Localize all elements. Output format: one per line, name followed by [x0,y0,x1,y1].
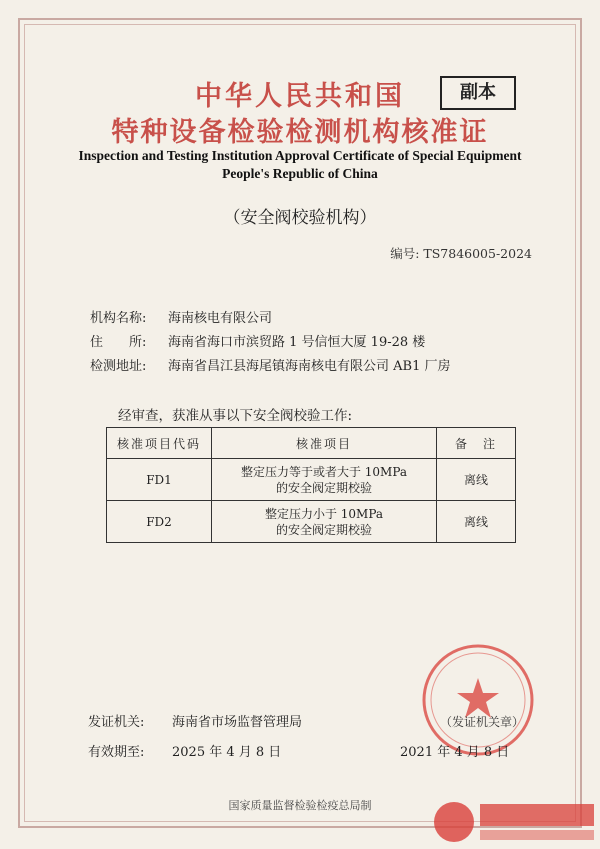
row-note: 离线 [437,501,516,543]
issuer-value: 海南省市场监督管理局 [172,715,303,730]
row-item [212,459,437,501]
issuer-label: 发证机关: [88,715,145,730]
header-note: 备 注 [437,428,516,459]
certificate-number: 编号: TS7846005-2024 [390,246,532,261]
org-name-value: 海南核电有限公司 [168,311,273,326]
table-row [107,501,516,543]
approval-table [106,427,516,543]
header-item: 核准项目 [212,428,437,459]
header-code: 核准项目代码 [107,428,212,459]
row-code: FD2 [107,501,212,543]
row-item-line2: 的安全阀定期校验 [275,522,372,537]
row-note: 离线 [437,459,516,501]
org-name-row [90,307,272,326]
title-country: 中华人民共和国 [195,81,405,112]
issuer-row [88,711,302,730]
address-row [90,331,425,350]
approval-intro: 经审查，获准从事以下安全阀校验工作: [118,408,353,424]
validity-label: 有效期至: [88,745,145,760]
table-header-row [107,428,516,459]
title-english: Inspection and Testing Institution Approval Certificate of Special Equipment [78,148,522,163]
test-site-value: 海南省昌江县海尾镇海南核电有限公司 AB1 厂房 [168,359,451,374]
table-row [107,459,516,501]
title-english-country: People's Republic of China [222,166,378,181]
validity-value: 2025 年 4 月 8 日 [172,745,282,760]
row-code: FD1 [107,459,212,501]
row-item-line2: 的安全阀定期校验 [275,480,372,495]
title-certificate: 特种设备检验检测机构核准证 [111,117,489,148]
certificate-subtitle: （安全阀校验机构） [223,208,377,228]
site-watermark-logo [430,790,600,849]
issue-date: 2021 年 4 月 8 日 [400,745,510,760]
address-label: 住 所: [90,335,147,350]
test-site-row [90,355,450,374]
seal-note: （发证机关章） [440,715,525,729]
row-item-line1: 整定压力小于 10MPa [264,506,384,521]
test-site-label: 检测地址: [90,359,147,374]
copy-badge: 副本 [440,76,516,110]
issuing-authority-footer: 国家质量监督检验检疫总局制 [228,799,372,812]
org-name-label: 机构名称: [90,311,147,326]
row-item [212,501,437,543]
address-value: 海南省海口市滨贸路 1 号信恒大厦 19-28 楼 [168,335,426,350]
row-item-line1: 整定压力等于或者大于 10MPa [240,464,408,479]
validity-row [88,741,281,760]
